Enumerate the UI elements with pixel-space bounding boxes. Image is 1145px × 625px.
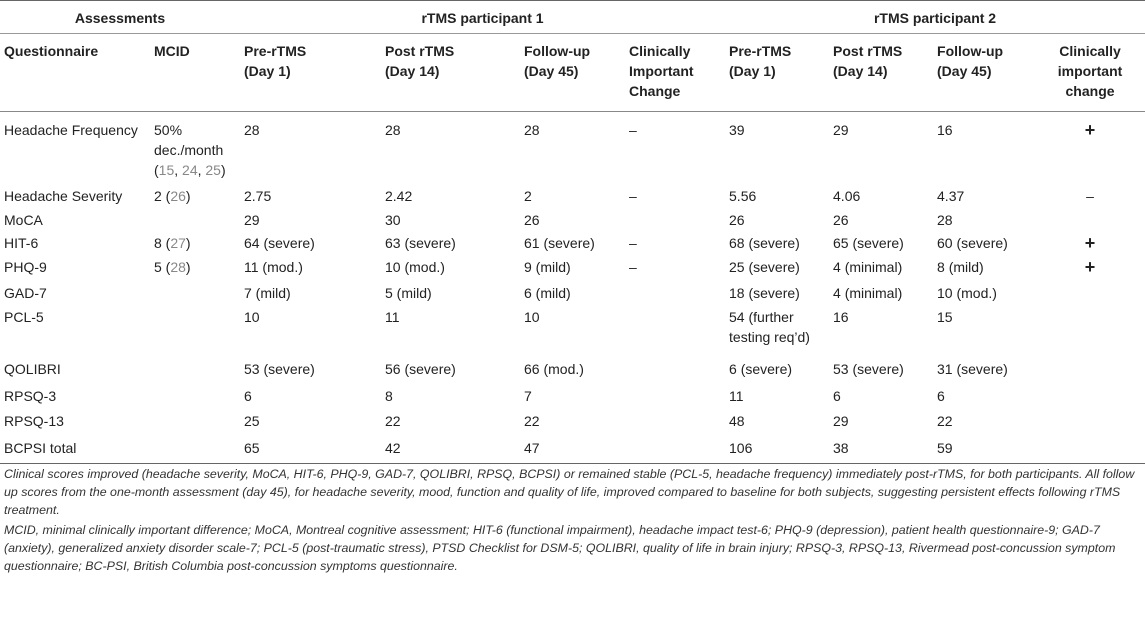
cell-p2-post: 53 (severe)	[833, 361, 904, 377]
cell-p2-followup: 8 (mild)	[937, 259, 984, 275]
cell-p2-post: 16	[833, 309, 849, 325]
cell-p1-change	[625, 305, 725, 353]
cell-p2-post: 65 (severe)	[833, 235, 904, 251]
table-row	[0, 206, 1145, 233]
table-row	[0, 353, 1145, 381]
group-participant-1: rTMS participant 1	[240, 1, 725, 34]
col-p1-post	[381, 34, 520, 112]
cell-p2-pre: 39	[729, 122, 745, 138]
cell-mcid	[150, 257, 240, 279]
cell-questionnaire: RPSQ-13	[4, 413, 64, 429]
cell-p1-post: 8	[385, 388, 393, 404]
cell-p2-change: +	[1084, 233, 1096, 253]
cell-p2-change	[1035, 406, 1145, 433]
cell-mcid	[150, 406, 240, 433]
cell-p1-pre: 28	[244, 122, 260, 138]
cell-p1-followup: 9 (mild)	[524, 259, 571, 275]
cell-p2-pre	[725, 305, 829, 353]
cell-p2-post: 29	[833, 122, 849, 138]
cell-p1-change	[625, 206, 725, 233]
cell-p2-post: 4.06	[833, 188, 861, 204]
cell-p2-followup: 6	[937, 388, 945, 404]
table-row	[0, 406, 1145, 433]
cell-p2-pre: 5.56	[729, 188, 757, 204]
cell-p2-post: 38	[833, 440, 849, 456]
cell-p1-pre: 2.75	[244, 188, 272, 204]
cell-p1-followup: 47	[524, 440, 540, 456]
p2-pre-l1: 54 (further	[729, 309, 794, 325]
cell-p1-post: 10 (mod.)	[385, 259, 445, 275]
cell-p1-change: –	[629, 122, 637, 138]
cell-p1-post: 63 (severe)	[385, 235, 456, 251]
cell-p1-change	[625, 433, 725, 463]
cell-p2-change	[1035, 279, 1145, 305]
col-questionnaire: Questionnaire	[4, 43, 99, 59]
col-p1-cic-l3: Change	[629, 83, 681, 99]
paren-close: )	[185, 259, 191, 275]
cell-p1-pre: 11 (mod.)	[244, 259, 303, 275]
cell-p2-pre: 26	[729, 212, 745, 228]
footnote-abbreviations: MCID, minimal clinically important difference; MoCA, Montreal cognitive assessment; HIT-6 (functional impairment), headache impact test-6; PHQ-9 (depression), patient health questionnaire-9; GAD-7 (anxiety), generalized anxiety disorder scale-7; PCL-5 (post-traumatic stress), PTSD Checklist for DSM-5; QOLIBRI, quality of life in brain injury; RPSQ-3, RPSQ-13, Rivermead post-concussion symptom questionnaire; BC-PSI, British Columbia post-concussion symptoms questionnaire.	[4, 523, 1116, 573]
ref-link[interactable]: 27	[170, 235, 186, 251]
ref-link[interactable]: 24	[182, 162, 198, 178]
cell-questionnaire: MoCA	[4, 212, 43, 228]
cell-p2-change	[1035, 206, 1145, 233]
paren-close: )	[185, 235, 191, 251]
cell-p1-pre: 7 (mild)	[244, 285, 291, 301]
cell-p2-change	[1035, 353, 1145, 381]
group-participant-2: rTMS participant 2	[725, 1, 1145, 34]
mcid-l3	[154, 162, 226, 178]
cell-p2-change: +	[1084, 257, 1096, 277]
cell-p2-pre: 48	[729, 413, 745, 429]
cell-p2-followup: 22	[937, 413, 953, 429]
table-row	[0, 433, 1145, 463]
cell-p2-change	[1035, 305, 1145, 353]
cell-p2-followup: 59	[937, 440, 953, 456]
cell-p1-change: –	[629, 259, 637, 275]
cell-p1-followup: 6 (mild)	[524, 285, 571, 301]
col-p1-fu-l2: (Day 45)	[524, 63, 579, 79]
col-p1-post-l1: Post rTMS	[385, 43, 455, 59]
cell-questionnaire: RPSQ-3	[4, 388, 57, 404]
cell-p1-change	[625, 279, 725, 305]
table-row	[0, 180, 1145, 206]
cell-questionnaire: BCPSI total	[4, 440, 77, 456]
cell-mcid	[150, 305, 240, 353]
cell-p2-change	[1035, 433, 1145, 463]
col-p1-followup	[520, 34, 625, 112]
cell-mcid	[150, 233, 240, 257]
col-p2-cic-l3: change	[1065, 83, 1115, 99]
col-p2-followup	[933, 34, 1035, 112]
cell-p2-followup: 31 (severe)	[937, 361, 1008, 377]
cell-p2-followup: 16	[937, 122, 953, 138]
col-p2-fu-l2: (Day 45)	[937, 63, 992, 79]
ref-link[interactable]: 25	[205, 162, 221, 178]
cell-p1-pre: 64 (severe)	[244, 235, 315, 251]
cell-p1-post: 42	[385, 440, 401, 456]
col-mcid: MCID	[154, 43, 190, 59]
cell-p1-pre: 10	[244, 309, 260, 325]
cell-questionnaire: GAD-7	[4, 285, 47, 301]
cell-mcid	[150, 433, 240, 463]
col-p1-pre	[240, 34, 381, 112]
col-p2-pre-l1: Pre-rTMS	[729, 43, 792, 59]
cell-p1-followup: 22	[524, 413, 540, 429]
cell-p2-pre: 6 (severe)	[729, 361, 793, 377]
col-p1-post-l2: (Day 14)	[385, 63, 440, 79]
cell-mcid	[150, 353, 240, 381]
cell-p2-pre: 68 (severe)	[729, 235, 800, 251]
cell-mcid	[150, 381, 240, 406]
group-header-row	[0, 1, 1145, 34]
col-p2-post	[829, 34, 933, 112]
cell-p2-change	[1035, 381, 1145, 406]
sep: ,	[174, 162, 183, 178]
table-row	[0, 233, 1145, 257]
cell-p2-followup: 4.37	[937, 188, 965, 204]
cell-p1-change: –	[629, 188, 637, 204]
cell-p2-pre: 25 (severe)	[729, 259, 800, 275]
cell-p1-pre: 53 (severe)	[244, 361, 315, 377]
table-row	[0, 381, 1145, 406]
cell-p2-followup: 15	[937, 309, 953, 325]
cell-questionnaire: QOLIBRI	[4, 361, 61, 377]
cell-questionnaire: Headache Severity	[4, 188, 123, 204]
cell-mcid	[150, 279, 240, 305]
cell-p1-post: 22	[385, 413, 401, 429]
table-row	[0, 279, 1145, 305]
column-header-row	[0, 34, 1145, 112]
col-p2-fu-l1: Follow-up	[937, 43, 1004, 59]
cell-p1-post: 11	[385, 309, 400, 325]
cell-p1-post: 28	[385, 122, 401, 138]
table-row	[0, 257, 1145, 279]
col-p2-post-l1: Post rTMS	[833, 43, 903, 59]
cell-p1-followup: 66 (mod.)	[524, 361, 584, 377]
cell-p1-post: 56 (severe)	[385, 361, 456, 377]
cell-p2-post: 4 (minimal)	[833, 285, 903, 301]
col-p1-change	[625, 34, 725, 112]
paren-close: )	[220, 162, 226, 178]
cell-p2-followup: 60 (severe)	[937, 235, 1008, 251]
cell-p1-followup: 61 (severe)	[524, 235, 595, 251]
cell-mcid	[150, 206, 240, 233]
cell-p2-post: 6	[833, 388, 841, 404]
sep: ,	[197, 162, 206, 178]
cell-p2-pre: 11	[729, 388, 744, 404]
mcid-text: 8 (	[154, 235, 171, 251]
col-p1-cic-l1: Clinically	[629, 43, 691, 59]
cell-p1-pre: 65	[244, 440, 260, 456]
col-p2-pre-l2: (Day 1)	[729, 63, 776, 79]
p2-pre-l2: testing req’d)	[729, 329, 810, 345]
cell-p2-change: +	[1084, 120, 1096, 140]
cell-p1-change	[625, 353, 725, 381]
ref-link[interactable]: 28	[170, 259, 186, 275]
cell-p1-followup: 28	[524, 122, 540, 138]
ref-link[interactable]: 26	[170, 188, 186, 204]
cell-mcid	[150, 180, 240, 206]
col-p1-pre-l2: (Day 1)	[244, 63, 291, 79]
cell-p1-pre: 29	[244, 212, 260, 228]
paren-open: (	[154, 162, 159, 178]
cell-p1-pre: 6	[244, 388, 252, 404]
cell-p1-followup: 26	[524, 212, 540, 228]
cell-questionnaire: Headache Frequency	[4, 122, 138, 138]
col-p1-pre-l1: Pre-rTMS	[244, 43, 307, 59]
cell-p1-change	[625, 406, 725, 433]
cell-p1-followup: 7	[524, 388, 532, 404]
cell-p2-followup: 10 (mod.)	[937, 285, 997, 301]
paren-close: )	[185, 188, 191, 204]
cell-p2-change: –	[1086, 188, 1094, 204]
cell-p1-post: 30	[385, 212, 401, 228]
mcid-text: 5 (	[154, 259, 171, 275]
table-row	[0, 112, 1145, 181]
cell-questionnaire: PCL-5	[4, 309, 44, 325]
footnote-summary: Clinical scores improved (headache severity, MoCA, HIT-6, PHQ-9, GAD-7, QOLIBRI, RPSQ, BCPSI) or remained stable (PCL-5, headache frequency) immediately post-rTMS, for both participants. All follow up scores from the one-month assessment (day 45), for headache severity, mood, function and quality of life, improved compared to baseline for both subjects, suggesting persistent effects following rTMS treatment.	[4, 467, 1135, 517]
cell-p2-post: 29	[833, 413, 849, 429]
cell-questionnaire: HIT-6	[4, 235, 39, 251]
cell-p1-followup: 10	[524, 309, 540, 325]
cell-p2-followup: 28	[937, 212, 953, 228]
col-p1-cic-l2: Important	[629, 63, 694, 79]
mcid-l2: dec./month	[154, 142, 224, 158]
cell-p1-pre: 25	[244, 413, 260, 429]
cell-p2-pre: 18 (severe)	[729, 285, 800, 301]
cell-mcid	[150, 112, 240, 181]
col-p2-cic-l2: important	[1057, 63, 1123, 79]
cell-p1-post: 2.42	[385, 188, 413, 204]
table-row	[0, 305, 1145, 353]
col-p2-post-l2: (Day 14)	[833, 63, 888, 79]
mcid-l1: 50%	[154, 122, 183, 138]
cell-p1-change	[625, 381, 725, 406]
cell-p2-post: 4 (minimal)	[833, 259, 903, 275]
cell-p1-post: 5 (mild)	[385, 285, 432, 301]
col-p2-cic-l1: Clinically	[1059, 43, 1121, 59]
cell-questionnaire: PHQ-9	[4, 259, 47, 275]
cell-p2-post: 26	[833, 212, 849, 228]
cell-p1-followup: 2	[524, 188, 532, 204]
table-footnotes	[4, 465, 1140, 575]
cell-p2-pre: 106	[729, 440, 753, 456]
cell-p1-change: –	[629, 235, 637, 251]
group-assessments: Assessments	[0, 1, 240, 34]
col-p1-fu-l1: Follow-up	[524, 43, 591, 59]
col-p2-pre	[725, 34, 829, 112]
ref-link[interactable]: 15	[158, 162, 175, 178]
mcid-text: 2 (	[154, 188, 171, 204]
col-p2-change	[1035, 34, 1145, 112]
